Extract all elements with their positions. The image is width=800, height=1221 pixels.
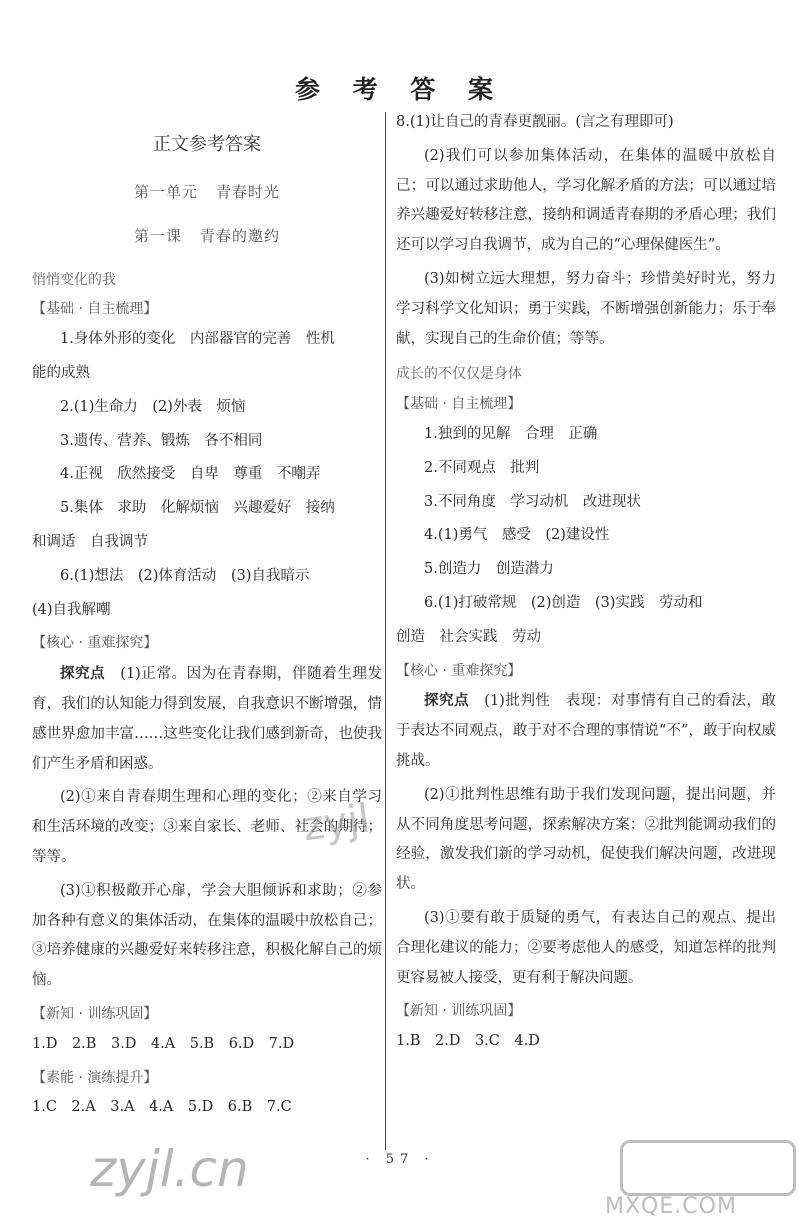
column-divider (385, 112, 386, 1150)
block-label: 【素能 · 演练提升】 (32, 1069, 158, 1086)
choice-answers: 1.C 2.A 3.A 4.A 5.D 6.B 7.C (32, 1099, 292, 1116)
explore-text: (1)正常。因为在青春期，伴随着生理发育，我们的认知能力得到发展，自我意识不断增强，情感世界愈加丰富……这些变化让我们感到新奇，也使我们产生矛盾和困惑。 (32, 666, 382, 772)
answer-line: 1.身体外形的变化 内部器官的完善 性机 (60, 331, 335, 348)
block-label: 【基础 · 自主梳理】 (32, 301, 158, 318)
block-label: 【核心 · 重难探究】 (396, 662, 522, 679)
lesson-heading (32, 222, 382, 252)
answer-line: 2.不同观点 批判 (424, 459, 540, 476)
answer-line: 3.不同角度 学习动机 改进现状 (424, 493, 641, 510)
left-column (32, 108, 382, 1127)
watermark-bottom-left: zyjl.cn (90, 1140, 249, 1198)
block-label: 【新知 · 训练巩固】 (396, 1003, 522, 1020)
section-title: 悄悄变化的我 (32, 271, 116, 288)
explore-paragraph (32, 659, 382, 779)
answer-line: 1.独到的见解 合理 正确 (424, 425, 598, 442)
section-title: 成长的不仅仅是身体 (396, 366, 522, 383)
answer-line: 能的成熟 (32, 364, 90, 381)
unit-name: 青春时光 (216, 183, 281, 201)
answer-line: 6.(1)打破常规 (2)创造 (3)实践 劳动和 (424, 594, 703, 611)
unit-number: 第一单元 (133, 183, 198, 201)
answer-line: 4.正视 欣然接受 自卑 尊重 不嘲弄 (60, 466, 321, 483)
watermark-mid: zyjl (300, 795, 373, 851)
right-column (396, 108, 776, 1061)
answer-line: 3.遗传、营养、锻炼 各不相同 (60, 432, 263, 449)
block-label: 【基础 · 自主梳理】 (396, 396, 522, 413)
answer-line: 5.集体 求助 化解烦恼 兴趣爱好 接纳 (60, 500, 335, 517)
answer-line: 5.创造力 创造潜力 (424, 561, 554, 578)
explore-label: 探究点 (60, 665, 106, 683)
answer-line: (4)自我解嘲 (32, 601, 111, 618)
explore-label: 探究点 (424, 692, 470, 710)
answer-line: 2.(1)生命力 (2)外表 烦恼 (60, 398, 246, 415)
page-number: · 57 · (365, 1152, 435, 1167)
explore-text: (1)批判性 表现：对事情有自己的看法，敢于表达不同观点，敢于对不合理的事情说“不”，敢于向权威挑战。 (396, 693, 777, 769)
answer-paragraph: (3)如树立远大理想，努力奋斗；珍惜美好时光，努力学习科学文化知识；勇于实践，不断增强创新能力；乐于奉献，实现自己的生命价值；等等。 (396, 270, 776, 347)
answer-line: 8.(1)让自己的青春更靓丽。(言之有理即可) (396, 114, 674, 130)
answers-heading: 正文参考答案 (153, 134, 261, 155)
page-title: 参 考 答 案 (294, 75, 506, 104)
watermark-bottom-right: MXQE.COM (605, 1194, 737, 1219)
block-label: 【核心 · 重难探究】 (32, 635, 158, 652)
choice-answers: 1.B 2.D 3.C 4.D (396, 1033, 540, 1050)
lesson-name: 青春的邀约 (200, 226, 281, 245)
explore-paragraph: (2)①来自青春期生理和心理的变化；②来自学习和生活环境的改变；③来自家长、老师、社会的期待；等等。 (32, 789, 382, 865)
explore-paragraph: (2)①批判性思维有助于我们发现问题，提出问题，并从不同角度思考问题，探索解决方案；②批判能调动我们的经验，激发我们新的学习动机，促使我们解决问题，改进现状。 (396, 786, 776, 893)
explore-paragraph: (3)①要有敢于质疑的勇气，有表达自己的观点、提出合理化建议的能力；②要考虑他人的感受，知道怎样的批判更容易被人接受，更有利于解决问题。 (396, 909, 776, 986)
answer-line: 和调适 自我调节 (32, 533, 148, 550)
unit-heading (32, 178, 382, 208)
explore-paragraph (396, 686, 776, 776)
block-label: 【新知 · 训练巩固】 (32, 1005, 158, 1022)
answer-line: 创造 社会实践 劳动 (396, 628, 541, 645)
watermark-logo-icon (620, 1140, 796, 1196)
answer-paragraph: (2)我们可以参加集体活动，在集体的温暖中放松自己；可以通过求助他人，学习化解矛盾的方法；可以通过培养兴趣爱好转移注意，接纳和调适青春期的矛盾心理；我们还可以学习自我调节，成为自己的“心理保健医生”。 (396, 147, 776, 254)
choice-answers: 1.D 2.B 3.D 4.A 5.B 6.D 7.D (32, 1035, 295, 1052)
explore-paragraph: (3)①积极敞开心扉，学会大胆倾诉和求助；②参加各种有意义的集体活动，在集体的温暖中放松自己；③培养健康的兴趣爱好来转移注意，积极化解自己的烦恼。 (32, 882, 382, 989)
lesson-number: 第一课 (133, 226, 182, 245)
answer-line: 4.(1)勇气 感受 (2)建设性 (424, 527, 610, 544)
answer-line: 6.(1)想法 (2)体育活动 (3)自我暗示 (60, 567, 310, 584)
